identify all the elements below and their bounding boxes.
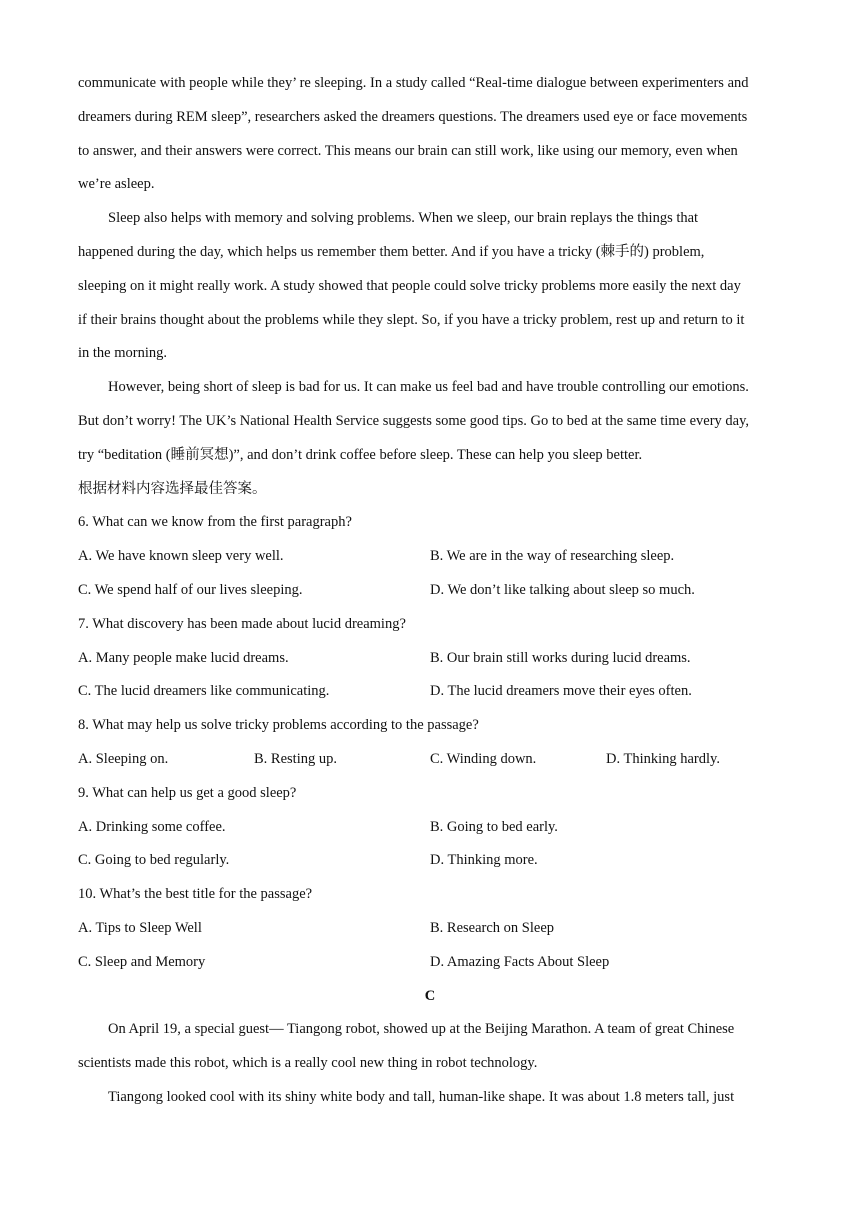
option-d: D. Amazing Facts About Sleep (430, 953, 610, 970)
option-row (78, 915, 782, 949)
text-line: scientists made this robot, which is a really cool new thing in robot technology. (78, 1055, 538, 1072)
text-line: dreamers during REM sleep”, researchers asked the dreamers questions. The dreamers used eye or face movements (78, 108, 748, 125)
option-row (78, 814, 782, 848)
option-row (78, 678, 782, 712)
option-c: C. Sleep and Memory (78, 953, 206, 970)
option-a: A. We have known sleep very well. (78, 548, 284, 565)
question-9 (78, 780, 782, 881)
option-row (78, 847, 782, 881)
paragraph-c2 (78, 1084, 782, 1118)
text-line: if their brains thought about the problems while they slept. So, if you have a tricky problem, rest up and return to it (78, 311, 745, 328)
option-a: A. Many people make lucid dreams. (78, 649, 289, 666)
text-line: communicate with people while they’ re sleeping. In a study called “Real-time dialogue between experimenters and (78, 75, 749, 91)
instruction-text: 根据材料内容选择最佳答案。 (78, 480, 267, 497)
question-stem: 10. What’s the best title for the passage? (78, 886, 313, 903)
text-line: we’re asleep. (78, 176, 155, 193)
option-row (78, 577, 782, 611)
option-a: A. Tips to Sleep Well (78, 919, 202, 936)
option-d: D. The lucid dreamers move their eyes often. (430, 683, 692, 700)
option-c: C. We spend half of our lives sleeping. (78, 581, 303, 598)
option-row (78, 645, 782, 679)
option-c: C. Winding down. (430, 750, 537, 767)
option-b: B. Research on Sleep (430, 919, 555, 936)
section-heading: C (424, 987, 436, 1004)
option-c: C. Going to bed regularly. (78, 852, 230, 869)
paragraph-b2 (78, 205, 782, 374)
question-stem: 8. What may help us solve tricky problems according to the passage? (78, 717, 479, 734)
option-c: C. The lucid dreamers like communicating. (78, 683, 330, 700)
option-d: D. Thinking more. (430, 852, 538, 869)
text-line: sleeping on it might really work. A study showed that people could solve tricky problems more easily the next day (78, 277, 741, 294)
option-b: B. Our brain still works during lucid dreams. (430, 649, 691, 666)
text-line: Tiangong looked cool with its shiny white body and tall, human-like shape. It was about 1.8 meters tall, just (108, 1088, 735, 1105)
option-d: D. We don’t like talking about sleep so much. (430, 581, 695, 598)
text-line: to answer, and their answers were correct. This means our brain can still work, like using our memory, even when (78, 142, 738, 159)
option-row (78, 949, 782, 983)
question-stem: 6. What can we know from the first paragraph? (78, 514, 352, 531)
option-a: A. Sleeping on. (78, 750, 169, 767)
question-stem: 9. What can help us get a good sleep? (78, 784, 297, 801)
text-line: However, being short of sleep is bad for us. It can make us feel bad and have trouble controlling our emotions. (108, 379, 749, 396)
question-8 (78, 712, 782, 780)
option-row (78, 543, 782, 577)
text-line: Sleep also helps with memory and solving problems. When we sleep, our brain replays the things that (108, 210, 699, 227)
option-b: B. Going to bed early. (430, 818, 558, 835)
question-7 (78, 611, 782, 712)
paragraph-b1 (78, 70, 782, 205)
option-a: A. Drinking some coffee. (78, 818, 226, 835)
text-line: try “beditation (睡前冥想)”, and don’t drink coffee before sleep. These can help you sleep better. (78, 446, 643, 463)
text-line: But don’t worry! The UK’s National Health Service suggests some good tips. Go to bed at the same time every day, (78, 412, 750, 429)
text-line: happened during the day, which helps us remember them better. And if you have a tricky (棘手的) problem, (78, 243, 705, 260)
option-d: D. Thinking hardly. (606, 750, 720, 767)
option-b: B. Resting up. (254, 750, 337, 767)
paragraph-c1 (78, 1016, 782, 1084)
question-stem: 7. What discovery has been made about lucid dreaming? (78, 615, 406, 632)
question-10 (78, 881, 782, 982)
text-line: On April 19, a special guest— Tiangong robot, showed up at the Beijing Marathon. A team of great Chinese (108, 1021, 735, 1038)
paragraph-b3 (78, 374, 782, 475)
text-line: in the morning. (78, 345, 168, 362)
question-6 (78, 509, 782, 610)
option-b: B. We are in the way of researching sleep. (430, 548, 675, 565)
option-row (78, 746, 782, 780)
page-content (78, 70, 782, 1118)
